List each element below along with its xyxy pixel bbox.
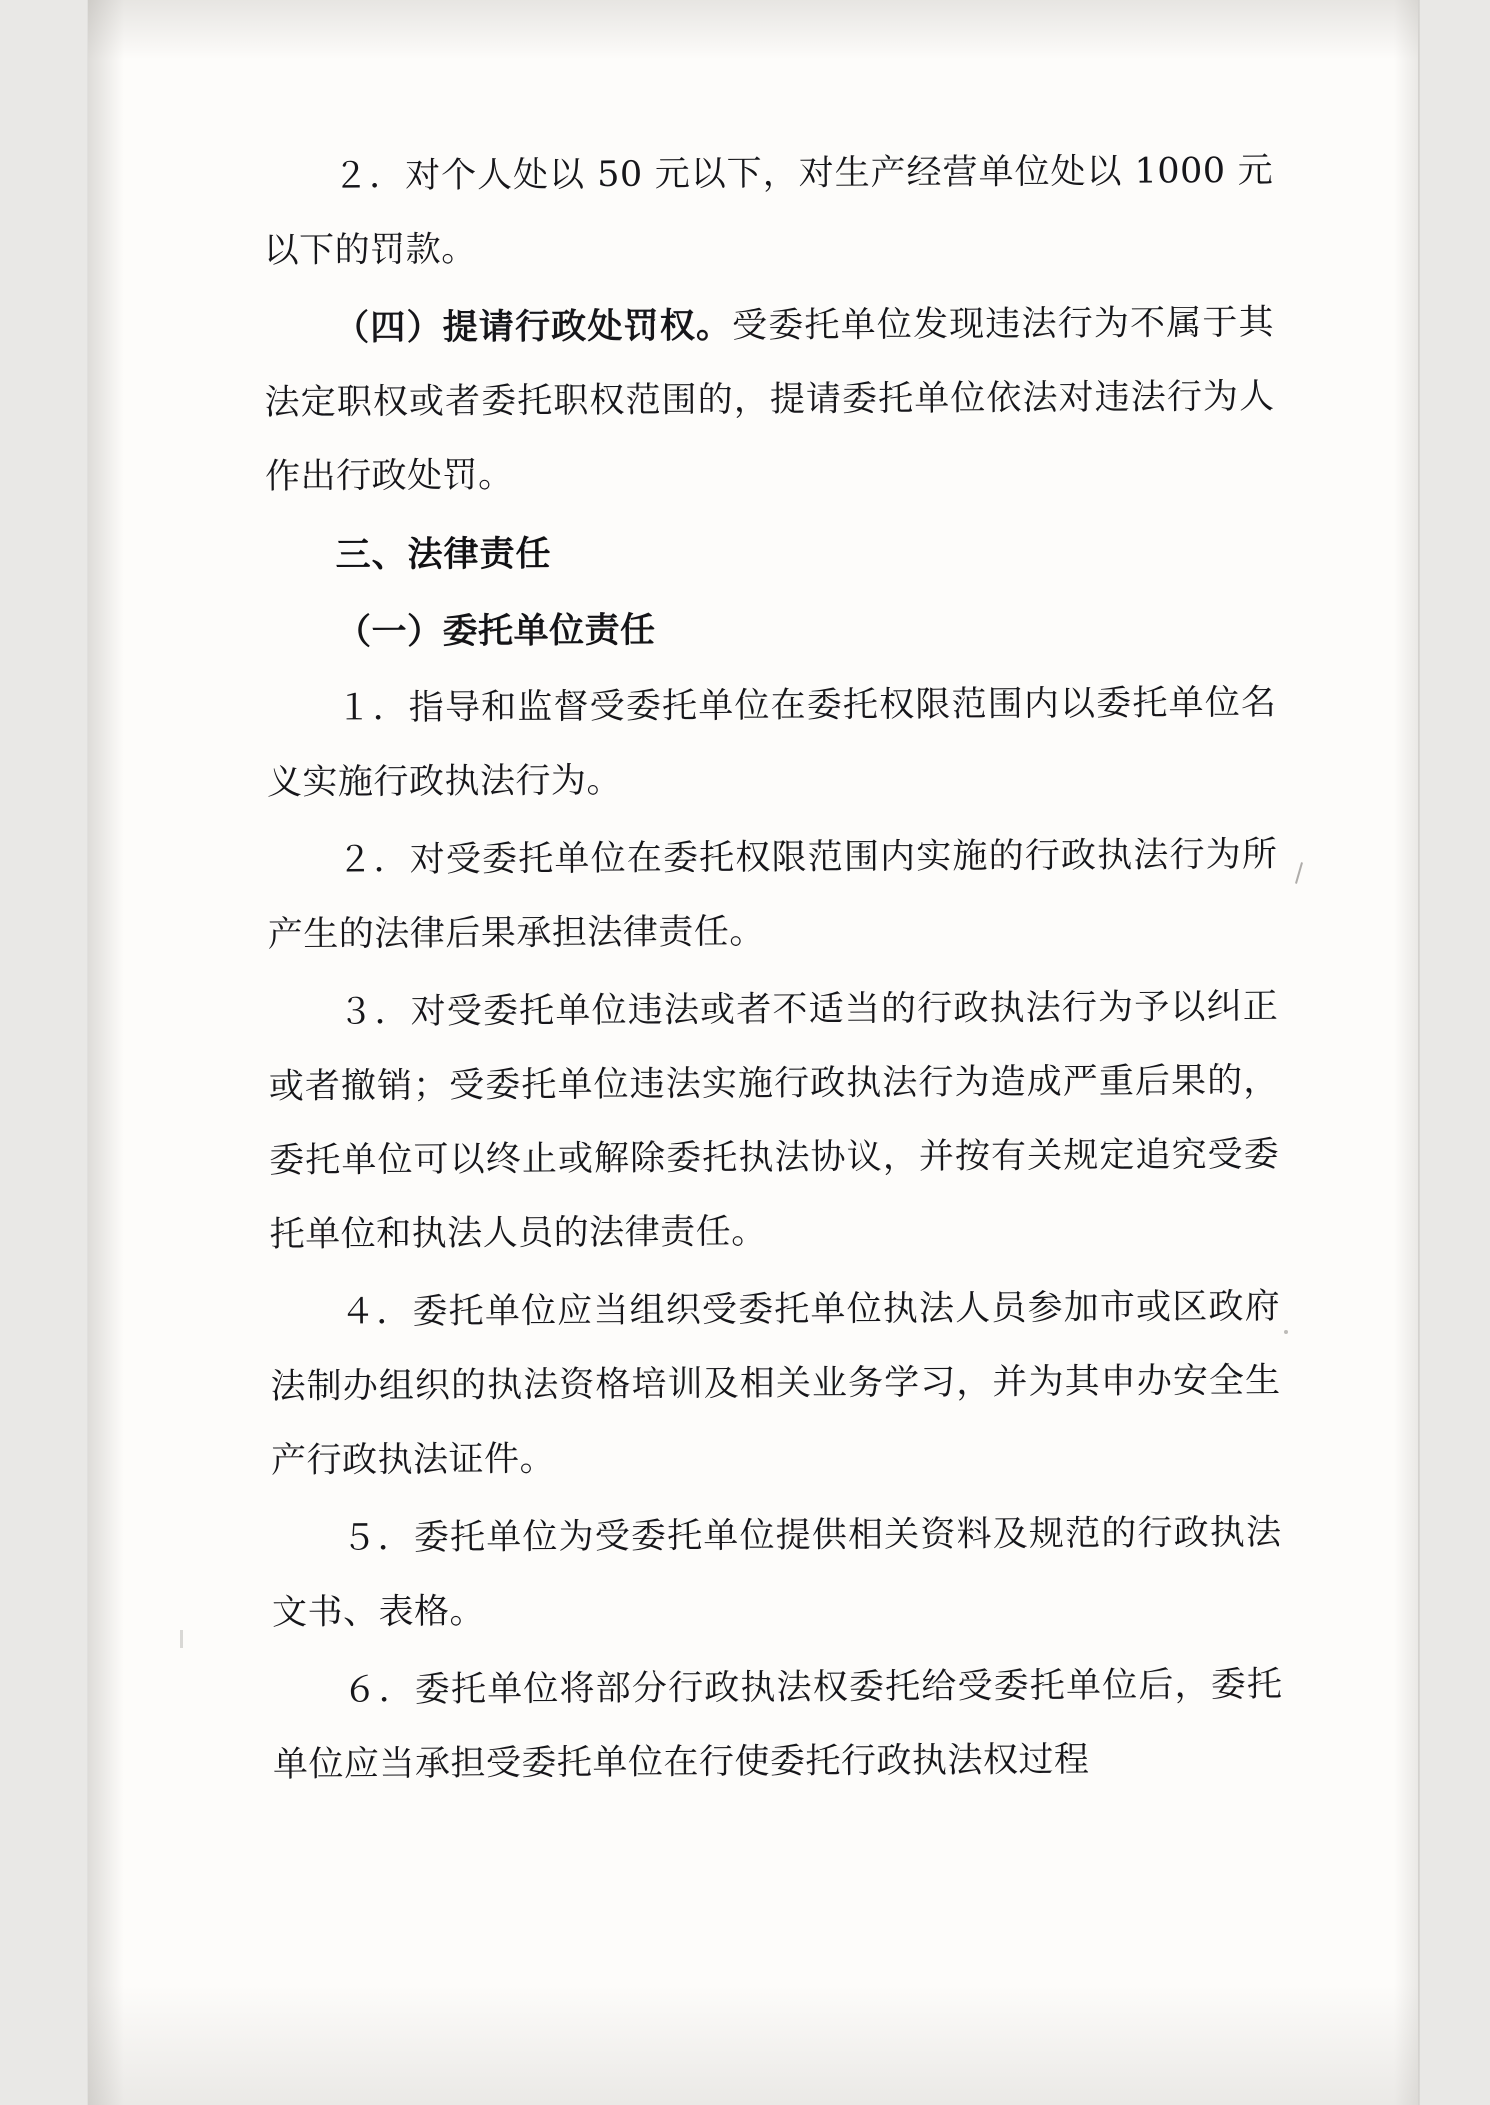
paragraph-duty-2: ２．对受委托单位在委托权限范围内实施的行政执法行为所产生的法律后果承担法律责任。	[267, 834, 1278, 955]
paragraph-item-2-fine: ２．对个人处以 50 元以下，对生产经营单位处以 1000 元以下的罚款。	[263, 150, 1274, 271]
paragraph-duty-6: ６．委托单位将部分行政执法权委托给受委托单位后，委托单位应当承担受委托单位在行使委托行政执法权过程	[272, 1664, 1283, 1785]
scan-artifact-tick	[1295, 862, 1303, 884]
document-text-body	[263, 134, 1283, 1806]
paragraph-duty-3: ３．对受委托单位违法或者不适当的行政执法行为予以纠正或者撤销；受委托单位违法实施行政执法行为造成严重后果的，委托单位可以终止或解除委托执法协议，并按有关规定追究受委托单位和执法人员的法律责任。	[268, 986, 1280, 1255]
paragraph-duty-4: ４．委托单位应当组织受委托单位执法人员参加市或区政府法制办组织的执法资格培训及相关业务学习，并为其申办安全生产行政执法证件。	[270, 1286, 1281, 1481]
scan-artifact-dot	[1284, 1330, 1288, 1334]
scanned-page	[88, 0, 1418, 2105]
subheading-subsection-1: （一）委托单位责任	[335, 609, 656, 653]
paragraph-item-4-request-power	[264, 286, 1275, 514]
heading-section-3: 三、法律责任	[335, 533, 552, 576]
paragraph-body: 受委托单位发现违法行为不属于其法定职权或者委托职权范围的，提请委托单位依法对违法行为人作出行政处罚。	[264, 302, 1275, 497]
paragraph-duty-1: １．指导和监督受委托单位在委托权限范围内以委托单位名义实施行政执法行为。	[266, 682, 1277, 803]
bold-lead-in: （四）提请行政处罚权。	[334, 305, 733, 349]
scan-artifact-smudge	[180, 1630, 183, 1648]
paragraph-duty-5: ５．委托单位为受委托单位提供相关资料及规范的行政执法文书、表格。	[271, 1512, 1282, 1633]
